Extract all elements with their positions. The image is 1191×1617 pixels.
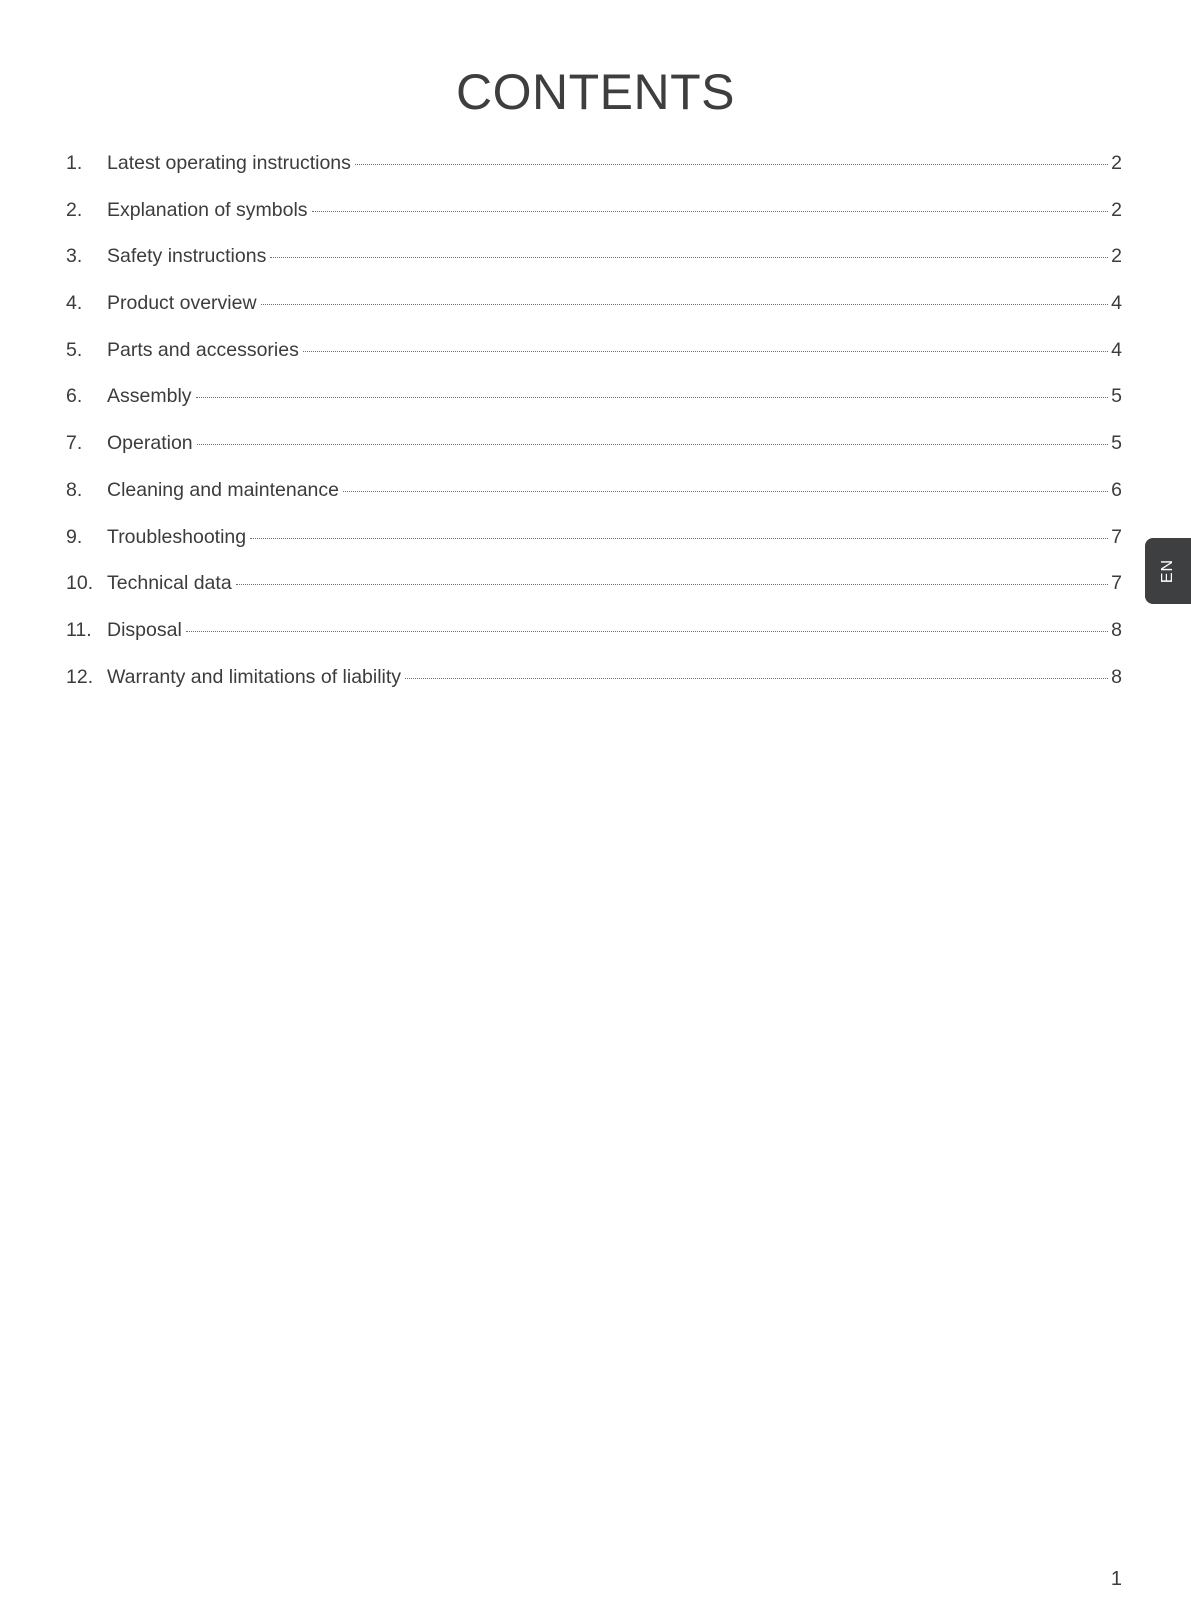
toc-dot-leader (197, 443, 1109, 445)
toc-entry-label: Latest operating instructions (107, 152, 351, 174)
toc-entry-label: Assembly (107, 385, 192, 408)
toc-dot-leader (270, 256, 1108, 258)
toc-dot-leader (261, 303, 1109, 305)
toc-dot-leader (312, 210, 1109, 212)
toc-entry-page: 5 (1111, 385, 1122, 408)
toc-entry-label: Product overview (107, 292, 257, 315)
toc-entry-page: 7 (1111, 525, 1122, 548)
toc-dot-leader (250, 537, 1108, 539)
toc-entry-number: 6. (66, 385, 83, 408)
toc-entry-page: 8 (1111, 618, 1122, 641)
page-title: CONTENTS (456, 64, 735, 120)
table-of-contents (66, 152, 1122, 712)
toc-entry-label: Warranty and limitations of liability (107, 665, 402, 688)
toc-dot-leader (343, 490, 1108, 492)
toc-entry-number: 8. (66, 478, 83, 501)
toc-entry-label: Explanation of symbols (107, 198, 308, 221)
toc-entry-number: 2. (66, 198, 83, 221)
toc-entry-page: 4 (1111, 338, 1122, 361)
toc-entry-explanation-of-symbols[interactable] (66, 199, 1122, 246)
toc-entry-label: Technical data (107, 572, 232, 595)
language-tab-label: EN (1158, 558, 1176, 584)
page-number: 1 (1110, 1568, 1122, 1590)
language-tab (1145, 538, 1191, 604)
toc-entry-safety-instructions[interactable] (66, 245, 1122, 292)
toc-entry-disposal[interactable] (66, 619, 1122, 666)
toc-entry-warranty-and-limitations[interactable] (66, 666, 1122, 713)
toc-entry-number: 11. (66, 618, 92, 641)
toc-dot-leader (236, 583, 1108, 585)
toc-entry-latest-operating-instructions[interactable] (66, 152, 1122, 199)
toc-dot-leader (355, 163, 1108, 165)
toc-entry-label: Safety instructions (107, 245, 267, 268)
toc-entry-page: 4 (1111, 292, 1122, 315)
toc-entry-page: 2 (1111, 198, 1122, 221)
toc-entry-number: 3. (66, 245, 83, 268)
toc-dot-leader (196, 396, 1109, 398)
toc-entry-page: 7 (1111, 572, 1122, 595)
toc-entry-number: 9. (66, 525, 83, 548)
toc-entry-number: 4. (66, 292, 83, 315)
toc-entry-parts-and-accessories[interactable] (66, 339, 1122, 386)
toc-entry-technical-data[interactable] (66, 572, 1122, 619)
toc-entry-label: Troubleshooting (107, 525, 247, 548)
toc-dot-leader (186, 630, 1108, 632)
toc-entry-page: 8 (1111, 665, 1122, 688)
toc-entry-page: 5 (1111, 432, 1122, 455)
toc-entry-number: 7. (66, 432, 83, 455)
toc-dot-leader (405, 677, 1108, 679)
toc-entry-product-overview[interactable] (66, 292, 1122, 339)
toc-entry-label: Operation (107, 432, 193, 455)
toc-entry-assembly[interactable] (66, 385, 1122, 432)
toc-entry-cleaning-and-maintenance[interactable] (66, 479, 1122, 526)
toc-entry-operation[interactable] (66, 432, 1122, 479)
toc-entry-label: Cleaning and maintenance (107, 478, 340, 501)
toc-entry-label: Parts and accessories (107, 338, 299, 361)
toc-entry-page: 6 (1111, 478, 1122, 501)
toc-entry-number: 1. (66, 152, 83, 174)
toc-entry-number: 12. (66, 665, 94, 688)
toc-dot-leader (303, 350, 1108, 352)
toc-entry-troubleshooting[interactable] (66, 526, 1122, 573)
toc-entry-number: 5. (66, 338, 83, 361)
toc-entry-label: Disposal (107, 618, 182, 641)
toc-entry-number: 10. (66, 572, 94, 595)
toc-entry-page: 2 (1111, 245, 1122, 268)
toc-entry-page: 2 (1111, 152, 1122, 174)
